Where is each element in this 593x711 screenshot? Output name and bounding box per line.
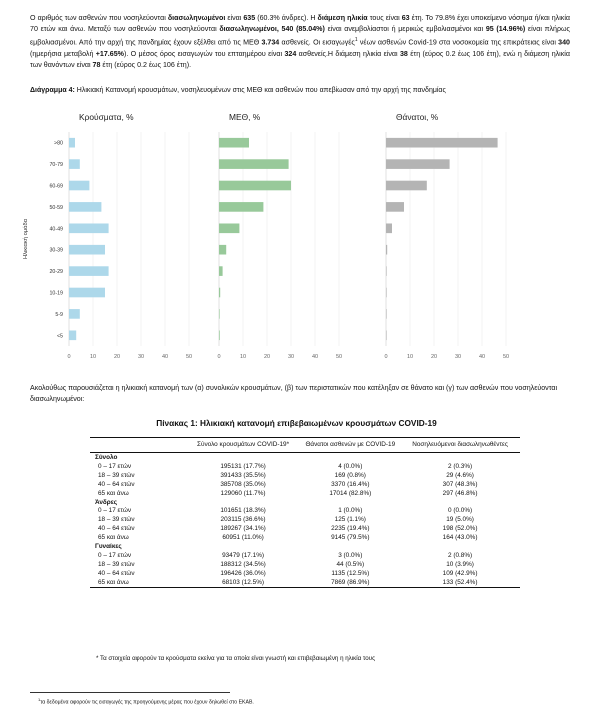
table-cell: 0 (0.0%) [447,507,473,515]
intro-text: ). Ο μέσος όρος εισαγωγών του επταημέρου είναι [123,49,285,58]
table-row-label: 0 – 17 ετών [98,551,132,559]
table-row [90,507,520,516]
table-row [90,516,520,525]
table-cell: 4 (0.0%) [338,462,363,470]
intro-text: είναι ανεμβολίαστοι ή μερικώς εμβολιασμένοι και [324,25,486,34]
y-tick-label: 10-19 [49,290,63,297]
x-tick-label: 40 [311,354,319,360]
median-age-deaths: 78 [92,60,101,69]
y-tick-label: 30-39 [49,247,63,254]
median-age-admissions: 38 [399,49,408,58]
footnote-sup: 1 [38,697,41,702]
table-row-label: 0 – 17 ετών [98,507,132,515]
x-tick-label: 20 [113,354,121,360]
footnote-text: τα δεδομένα αφορούν τις εισαγωγές της προηγούμενης μέρας που έχουν δηλωθεί στο ΕΚΑΒ. [40,699,254,706]
table-cell: 19 (5.0%) [446,516,474,524]
x-tick-label: 40 [478,354,486,360]
table-row-label: 65 και άνω [98,534,129,542]
table-row [90,489,520,498]
table-header-deaths: Θάνατοι ασθενών με COVID-19 [305,441,396,448]
table-cell: 1135 (12.5%) [331,569,370,577]
diagram-caption [30,87,446,94]
paragraph-2: Ακολούθως παρουσιάζεται η ηλικιακή κατανομή των (α) συνολικών κρουσμάτων, (β) των περιστατικών που κατέληξαν σε θάνατο και (γ) των ασθενών που νοσηλεύονται διασωληνωμένοι: [30,384,558,404]
table-cell: 44 (0.5%) [336,560,365,568]
bar [69,330,76,340]
y-tick-label: <5 [56,333,63,340]
x-tick-label: 30 [454,354,462,360]
table-group-row [90,453,520,462]
x-tick-label: 10 [89,354,97,360]
table-cell: 68103 (12.5%) [186,578,301,587]
table-header-cases: Σύνολο κρουσμάτων COVID-19* [197,441,290,448]
bar [69,245,105,255]
intro-text: τους είναι [367,14,402,22]
table-cell: 1 (0.0%) [338,507,363,515]
intro-text: (60.3% άνδρες). Η [255,14,318,22]
table-row-label: 65 και άνω [98,489,129,497]
table-cell: 60951 (11.0%) [222,534,264,542]
y-tick-label: 20-29 [49,269,63,276]
table-row-label: 18 – 39 ετών [98,560,135,568]
bar [69,288,105,298]
table-row [90,533,520,542]
bar [69,202,101,212]
table-note: * Τα στοιχεία αφορούν τα κρούσματα εκείνα για τα οποία είναι γνωστή και επιβεβαιωμένη η ηλικία τους [96,655,376,662]
intro-text: (ημερήσια μεταβολή [30,49,96,58]
bar [219,181,291,191]
table-cell: 7869 (86.9%) [300,578,400,587]
bar [219,223,239,233]
chart-svg [14,106,574,372]
footnote-divider [30,692,230,693]
footnote-marker: 1 [354,37,358,44]
table-row [90,560,520,569]
table-row-label: 40 – 64 ετών [98,525,135,533]
admissions-count: 340 [558,38,570,47]
table-cell: 2 (0.3%) [447,462,473,470]
table-header-row [90,438,520,453]
intro-bold: 95 (14.96%) [485,25,526,34]
table-row [90,578,520,587]
table-cell: 3 (0.0%) [338,551,363,559]
table-cell: 101651 (18.3%) [220,507,266,515]
intro-text: έτη (εύρος 0.2 έως 106 έτη), ενώ η διάμεση ηλικία των θανόντων είναι [30,49,570,69]
bar [69,309,80,319]
table-header-empty [90,438,186,453]
bar [219,288,220,298]
table-title: Πίνακας 1: Ηλικιακή κατανομή επιβεβαιωμένων κρουσμάτων COVID-19 [156,418,437,428]
table-cell: 125 (1.1%) [334,516,366,524]
intro-paragraph [30,13,570,71]
x-tick-label: 40 [161,354,169,360]
table-row [90,524,520,533]
x-tick-label: 20 [263,354,271,360]
panel-title: Κρούσματα, % [79,112,134,122]
bar [219,266,223,276]
age-distribution-table [90,437,520,588]
bar [386,223,392,233]
bar [386,309,387,319]
table-cell: 188312 (34.5%) [220,560,266,568]
daily-change: +17.65% [95,49,124,58]
panel-title: ΜΕΘ, % [229,112,261,122]
y-tick-label: 70-79 [49,162,63,169]
table-cell: 391433 (35.5%) [220,471,266,479]
table-cell: 189267 (34.1%) [220,525,266,533]
y-tick-label: 50-59 [49,204,63,211]
bar [219,202,263,212]
x-tick-label: 0 [217,354,221,360]
table-cell: 196426 (36.0%) [220,569,266,577]
x-tick-label: 0 [67,354,71,360]
intro-bold: διασωληνωμένοι [167,14,226,22]
table-cell: 93479 (17.1%) [222,551,265,559]
panel-title: Θάνατοι, % [396,112,439,122]
weekly-average: 324 [284,49,297,58]
table-cell: 9145 (79.5%) [331,534,370,542]
table-cell: 129060 (11.7%) [220,489,266,497]
intro-text: είναι [225,14,244,22]
table-row-label: 65 και άνω [90,578,186,587]
diagram-label: Διάγραμμα 4: [30,87,75,94]
x-tick-label: 20 [430,354,438,360]
x-tick-label: 50 [185,354,193,360]
intro-text: νέων ασθενών Covid-19 στα νοσοκομεία της επικράτειας είναι [357,38,559,47]
table-row-label: 18 – 39 ετών [98,516,135,524]
x-tick-label: 50 [502,354,510,360]
bar [386,266,387,276]
bar [386,330,387,340]
table-row [90,480,520,489]
x-tick-label: 30 [287,354,295,360]
intro-bold: διασωληνωμένοι, 540 (85.04%) [219,25,325,34]
table-cell: 195131 (17.7%) [220,462,266,470]
bar [69,181,89,191]
y-tick-label: >80 [54,140,63,147]
table-cell: 164 (43.0%) [442,534,478,542]
bar [386,245,387,255]
table-cell: 3370 (16.4%) [331,480,370,488]
table-group-label: Άνδρες [95,498,118,506]
table-row-label: 40 – 64 ετών [98,569,135,577]
bar [69,266,109,276]
footnote [38,697,254,706]
table-header-intubated: Νοσηλευόμενοι διασωληνωθέντες [412,441,508,448]
table-group-label: Γυναίκες [95,543,122,550]
intro-text: Οι εισαγωγές [313,38,355,47]
bar [219,245,226,255]
table-cell: 2235 (19.4%) [331,525,370,533]
intro-bold: διάμεση ηλικία [317,14,368,22]
diagram-caption-text: Ηλικιακή Κατανομή κρουσμάτων, νοσηλευομένων στις ΜΕΘ και ασθενών που απεβίωσαν από την αρχή της πανδημίας [74,87,446,94]
x-tick-label: 10 [239,354,247,360]
intro-text: ασθενείς. [279,38,311,47]
table-row [90,569,520,578]
bar [69,138,75,148]
table-row-label: 0 – 17 ετών [98,462,132,470]
y-axis-label: Ηλικιακή ομάδα [23,218,29,260]
table-cell: 133 (52.4%) [400,578,520,587]
intro-text: Ο αριθμός των ασθενών που νοσηλεύονται [30,14,168,22]
table-group-label: Σύνολο [95,454,118,462]
intro-text: είναι πλήρως εμβολιασμένοι. Από την αρχή της πανδημίας έχουν εξέλθει από τις ΜΕΘ [30,25,570,47]
bar [219,138,249,148]
x-tick-label: 10 [406,354,414,360]
table-body [90,453,520,587]
table-cell: 307 (48.3%) [442,480,478,488]
bar [69,159,80,169]
intro-text: έτη. Το 79.8% έχει υποκείμενο νόσημα ή/και ηλικία 70 ετών και άνω. Μεταξύ των ασθενών που νοσηλεύονται [30,14,570,34]
y-tick-label: 5-9 [55,311,63,318]
bar [219,159,289,169]
table-row-label: 18 – 39 ετών [98,471,135,479]
table-cell: 198 (52.0%) [442,525,478,533]
y-tick-label: 60-69 [49,183,63,190]
table-cell: 109 (42.9%) [442,569,478,577]
icu-discharged-count: 3.734 [261,38,280,47]
table-cell: 203115 (36.6%) [220,516,266,524]
table-cell: 29 (4.6%) [446,471,474,479]
table-row [90,471,520,480]
bar [219,309,220,319]
bar [386,181,427,191]
intubated-count: 635 [243,14,256,22]
intro-text: ασθενείς.Η διάμεση ηλικία είναι [296,49,400,58]
table-group-row [90,498,520,507]
table-cell: 17014 (82.8%) [329,489,372,497]
table-cell: 10 (3.9%) [446,560,474,568]
table-cell: 385708 (35.0%) [220,480,266,488]
table-cell: 169 (0.8%) [334,471,366,479]
table-row [90,462,520,471]
bar [386,138,498,148]
x-tick-label: 30 [137,354,145,360]
table-row-label: 40 – 64 ετών [98,480,135,488]
y-tick-label: 40-49 [49,226,63,233]
bar [386,202,404,212]
age-distribution-chart [14,106,574,372]
bar [219,330,220,340]
intro-text: έτη (εύρος 0.2 έως 106 έτη). [100,60,192,69]
median-age: 63 [401,14,410,22]
table-cell: 297 (46.8%) [442,489,478,497]
table-group-row [90,542,520,551]
x-tick-label: 0 [384,354,388,360]
bar [386,159,450,169]
bar [386,288,387,298]
table-cell: 2 (0.8%) [447,551,473,559]
bar [69,223,109,233]
table-row [90,551,520,560]
x-tick-label: 50 [335,354,343,360]
